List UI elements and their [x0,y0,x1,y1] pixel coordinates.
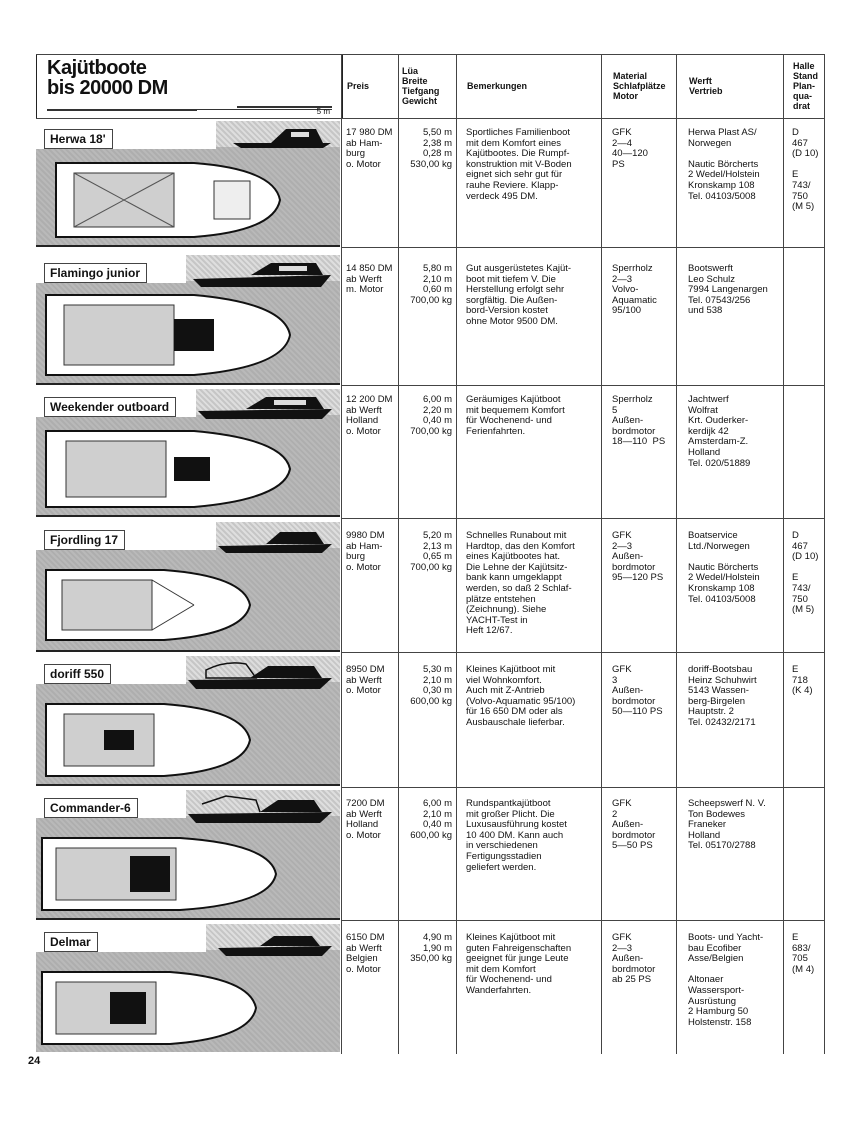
masse-flamingo: 5,80 m 2,10 m 0,60 m 700,00 kg [410,263,452,306]
boat-image-doriff [36,656,340,786]
boat-name-label: doriff 550 [44,664,111,684]
title-block [36,54,343,119]
title-line-2: bis 20000 DM [47,77,168,99]
row-rule [341,518,824,519]
header-bemerkungen: Bemerkungen [467,81,528,91]
masse-weekender: 6,00 m 2,20 m 0,40 m 700,00 kg [410,394,452,437]
page-number: 24 [28,1055,41,1067]
row-rule [341,247,824,248]
boat-top-view [44,566,254,644]
preis-fjordling: 9980 DM ab Ham- burg o. Motor [346,530,385,573]
row-rule [341,652,824,653]
material-delmar: GFK 2—3 Außen- bordmotor ab 25 PS [612,932,656,986]
preis-delmar: 6150 DM ab Werft Belgien o. Motor [346,932,385,975]
boat-top-view [44,291,294,379]
col-rule-4 [601,54,602,1054]
bemerkungen-doriff: Kleines Kajütboot mit viel Wohnkomfort. Auch mit Z-Antrieb (Volvo-Aquamatic 95/100) für 16 650 DM oder als Ausbauschale lieferbar. [466,664,576,728]
col-rule-2 [398,54,399,1054]
row-rule [341,920,824,921]
top-rule [36,54,824,55]
werft-fjordling: Boatservice Ltd./Norwegen Nautic Börcherts 2 Wedel/Holstein Kronskamp 108 Tel. 04103/5008 [688,530,760,605]
header-rule [36,118,824,119]
masse-fjordling: 5,20 m 2,13 m 0,65 m 700,00 kg [410,530,452,573]
halle-fjordling: D 467 (D 10) E 743/ 750 (M 5) [792,530,819,616]
boat-top-view [44,700,254,780]
material-fjordling: GFK 2—3 Außen- bordmotor 95—120 PS [612,530,664,584]
preis-flamingo: 14 850 DM ab Werft m. Motor [346,263,393,296]
werft-flamingo: Bootswerft Leo Schulz 7994 Langenargen Tel. 07543/256 und 538 [688,263,768,317]
boat-side-view [231,123,336,149]
material-commander: GFK 2 Außen- bordmotor 5—50 PS [612,798,656,852]
boat-side-view [191,257,336,289]
boat-top-view [40,968,260,1048]
masse-herwa: 5,50 m 2,38 m 0,28 m 530,00 kg [410,127,452,170]
col-rule-3 [456,54,457,1054]
halle-herwa: D 467 (D 10) E 743/ 750 (M 5) [792,127,819,213]
boat-image-commander [36,790,340,920]
preis-herwa: 17 980 DM ab Ham- burg o. Motor [346,127,393,170]
bemerkungen-flamingo: Gut ausgerüstetes Kajüt- boot mit tiefem V. Die Herstellung erfolgt sehr sorgfältig. Die Außen- bord-Version kostet ohne Motor 9500 DM. [466,263,572,327]
material-doriff: GFK 3 Außen- bordmotor 50—110 PS [612,664,663,718]
title-line-1: Kajütboote [47,57,147,79]
halle-delmar: E 683/ 705 (M 4) [792,932,815,975]
header-halle: Halle Stand Plan- qua- drat [793,61,819,111]
werft-commander: Scheepswerf N. V. Ton Bodewes Franeker Holland Tel. 05170/2788 [688,798,766,852]
boat-image-weekender [36,389,340,517]
preis-doriff: 8950 DM ab Werft o. Motor [346,664,385,697]
row-rule [341,787,824,788]
boat-top-view [44,427,294,511]
boat-name-label: Herwa 18' [44,129,113,149]
boat-image-delmar [36,924,340,1052]
scale-bar [47,105,332,115]
boat-name-label: Commander-6 [44,798,138,818]
boat-name-label: Fjordling 17 [44,530,125,550]
bemerkungen-fjordling: Schnelles Runabout mit Hardtop, das den Komfort eines Kajütbootes hat. Die Lehne der Kajütsitz- bank kann umgeklappt werden, so daß 2 Schlaf- plätze entstehen (Zeichnung). Siehe YACHT-Test in Heft 12/67. [466,530,575,637]
bemerkungen-weekender: Geräumiges Kajütboot mit bequemem Komfort für Wochenend- und Ferienfahrten. [466,394,565,437]
boat-side-view [186,792,336,826]
row-rule [341,385,824,386]
header-masse: Lüa Breite Tiefgang Gewicht [402,66,440,106]
material-herwa: GFK 2—4 40—120 PS [612,127,648,170]
preis-commander: 7200 DM ab Werft Holland o. Motor [346,798,385,841]
werft-weekender: Jachtwerf Wolfrat Krt. Ouderker- kerdijk 42 Amsterdam-Z. Holland Tel. 020/51889 [688,394,751,469]
bemerkungen-delmar: Kleines Kajütboot mit guten Fahreigenschaften geeignet für junge Leute mit dem Komfort für Wochenend- und Wanderfahrten. [466,932,572,996]
col-rule-7 [824,54,825,1054]
boat-side-view [196,393,336,421]
boat-top-view [40,834,280,914]
col-rule-1 [341,54,342,1054]
masse-doriff: 5,30 m 2,10 m 0,30 m 600,00 kg [410,664,452,707]
werft-delmar: Boots- und Yacht- bau Ecofiber Asse/Belgien Altonaer Wassersport- Ausrüstung 2 Hamburg 50 Holstenstr. 158 [688,932,764,1028]
bemerkungen-herwa: Sportliches Familienboot mit dem Komfort eines Kajütbootes. Die Rumpf- konstruktion mit V-Boden eignet sich sehr gut für rauhe Reviere. Klapp- verdeck 495 DM. [466,127,572,202]
werft-doriff: doriff-Bootsbau Heinz Schuhwirt 5143 Wassen- berg-Birgelen Hauptstr. 2 Tel. 02432/2171 [688,664,757,728]
boat-image-fjordling [36,522,340,652]
boat-name-label: Delmar [44,932,98,952]
boat-image-flamingo [36,255,340,385]
boat-top-view [54,159,284,241]
header-preis: Preis [347,81,370,91]
halle-doriff: E 718 (K 4) [792,664,813,697]
boat-side-view [216,930,336,958]
header-werft: Werft Vertrieb [689,76,723,96]
masse-delmar: 4,90 m 1,90 m 350,00 kg [410,932,452,965]
boat-side-view [216,526,336,554]
boat-name-label: Weekender outboard [44,397,176,417]
scale-label: 5 m [316,107,330,116]
bemerkungen-commander: Rundspantkajütboot mit großer Plicht. Die Luxusausführung kostet 10 400 DM. Kann auch in verschiedenen Fertigungsstadien geliefert werden. [466,798,567,873]
masse-commander: 6,00 m 2,10 m 0,40 m 600,00 kg [410,798,452,841]
preis-weekender: 12 200 DM ab Werft Holland o. Motor [346,394,393,437]
material-flamingo: Sperrholz 2—3 Volvo- Aquamatic 95/100 [612,263,657,317]
material-weekender: Sperrholz 5 Außen- bordmotor 18—110 PS [612,394,666,448]
werft-herwa: Herwa Plast AS/ Norwegen Nautic Börcherts 2 Wedel/Holstein Kronskamp 108 Tel. 04103/5008 [688,127,760,202]
header-material: Material Schlafplätze Motor [613,71,666,101]
boat-image-herwa [36,121,340,247]
boat-side-view [186,658,336,692]
boat-name-label: Flamingo junior [44,263,147,283]
col-rule-5 [676,54,677,1054]
col-rule-6 [783,54,784,1054]
